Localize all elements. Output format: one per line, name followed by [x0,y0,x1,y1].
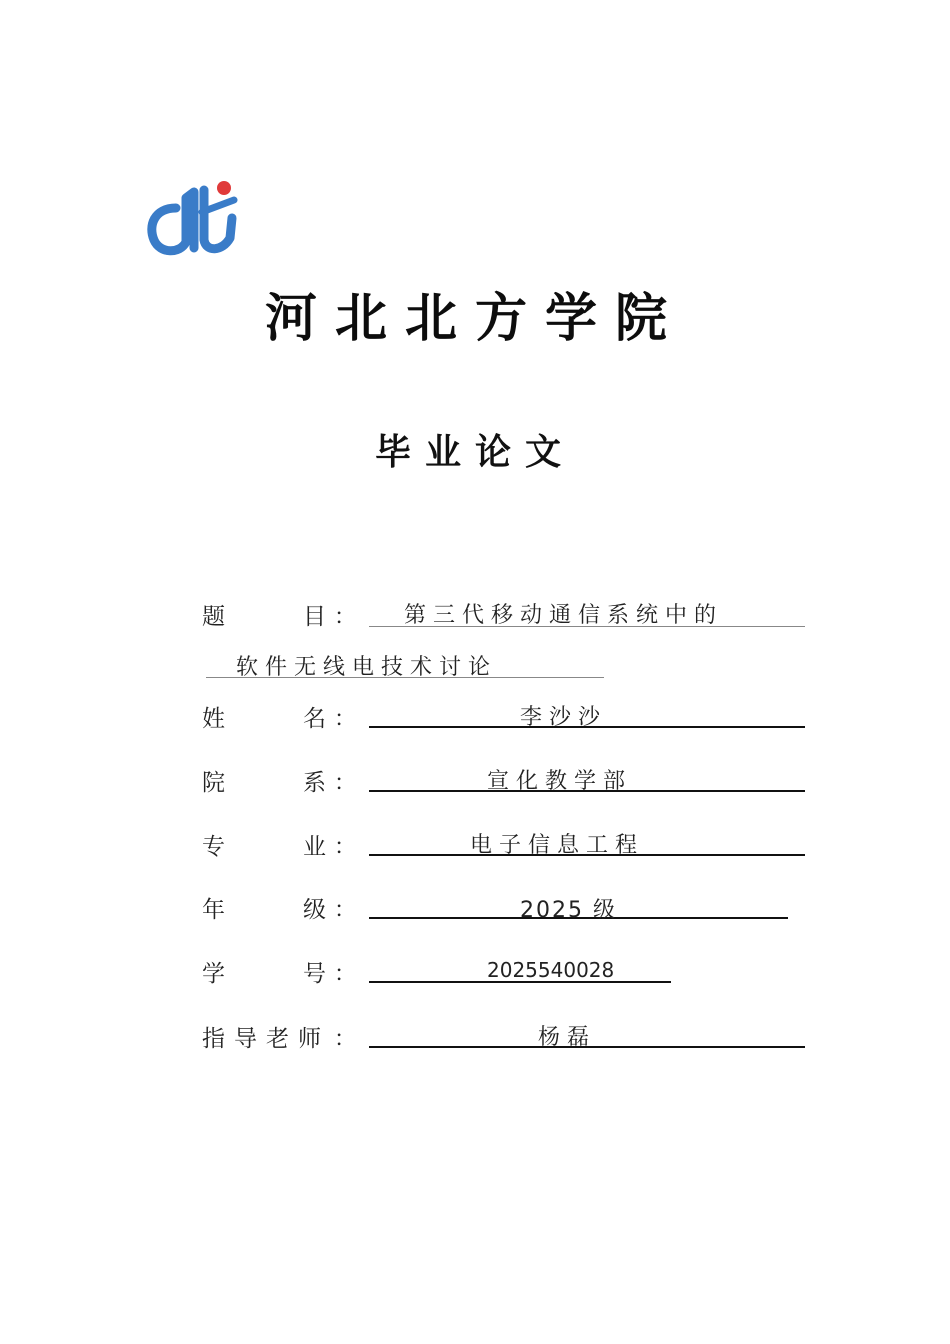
major-colon: ： [334,835,357,860]
major-label-char-2: 业 [303,834,326,860]
document-type: 毕业论文 [374,431,575,473]
department-value: 宣化教学部 [487,769,633,794]
thesis-title-line-1: 第三代移动通信系统中的 [404,603,724,628]
title-colon: ： [334,605,357,630]
grade-colon: ： [334,898,357,923]
grade-value: 2025 级 [520,898,617,923]
department-colon: ： [334,771,357,796]
title-label-char-2: 目 [303,604,326,630]
student-id-colon: ： [334,962,357,987]
major-label-char-1: 专 [202,834,225,860]
student-id-value: 2025540028 [487,958,615,982]
school-logo-icon [146,178,238,256]
major-value: 电子信息工程 [470,833,645,858]
name-label-char-2: 名 [303,706,326,732]
student-id-label-char-1: 学 [202,961,225,987]
name-colon: ： [334,707,357,732]
thesis-title-line-2: 软件无线电技术讨论 [236,655,498,680]
student-name: 李沙沙 [520,705,608,730]
student-id-label-char-2: 号 [303,961,326,987]
advisor-label: 指导老师 [202,1026,330,1052]
name-label-char-1: 姓 [202,706,225,732]
department-label-char-1: 院 [202,770,225,796]
advisor-colon: ： [334,1027,357,1052]
title-label-char-1: 题 [202,604,225,630]
department-label-char-2: 系 [303,770,326,796]
advisor-name: 杨磊 [538,1025,597,1050]
school-name: 河北北方学院 [264,288,685,349]
grade-label-char-2: 级 [303,897,326,923]
grade-label-char-1: 年 [202,897,225,923]
